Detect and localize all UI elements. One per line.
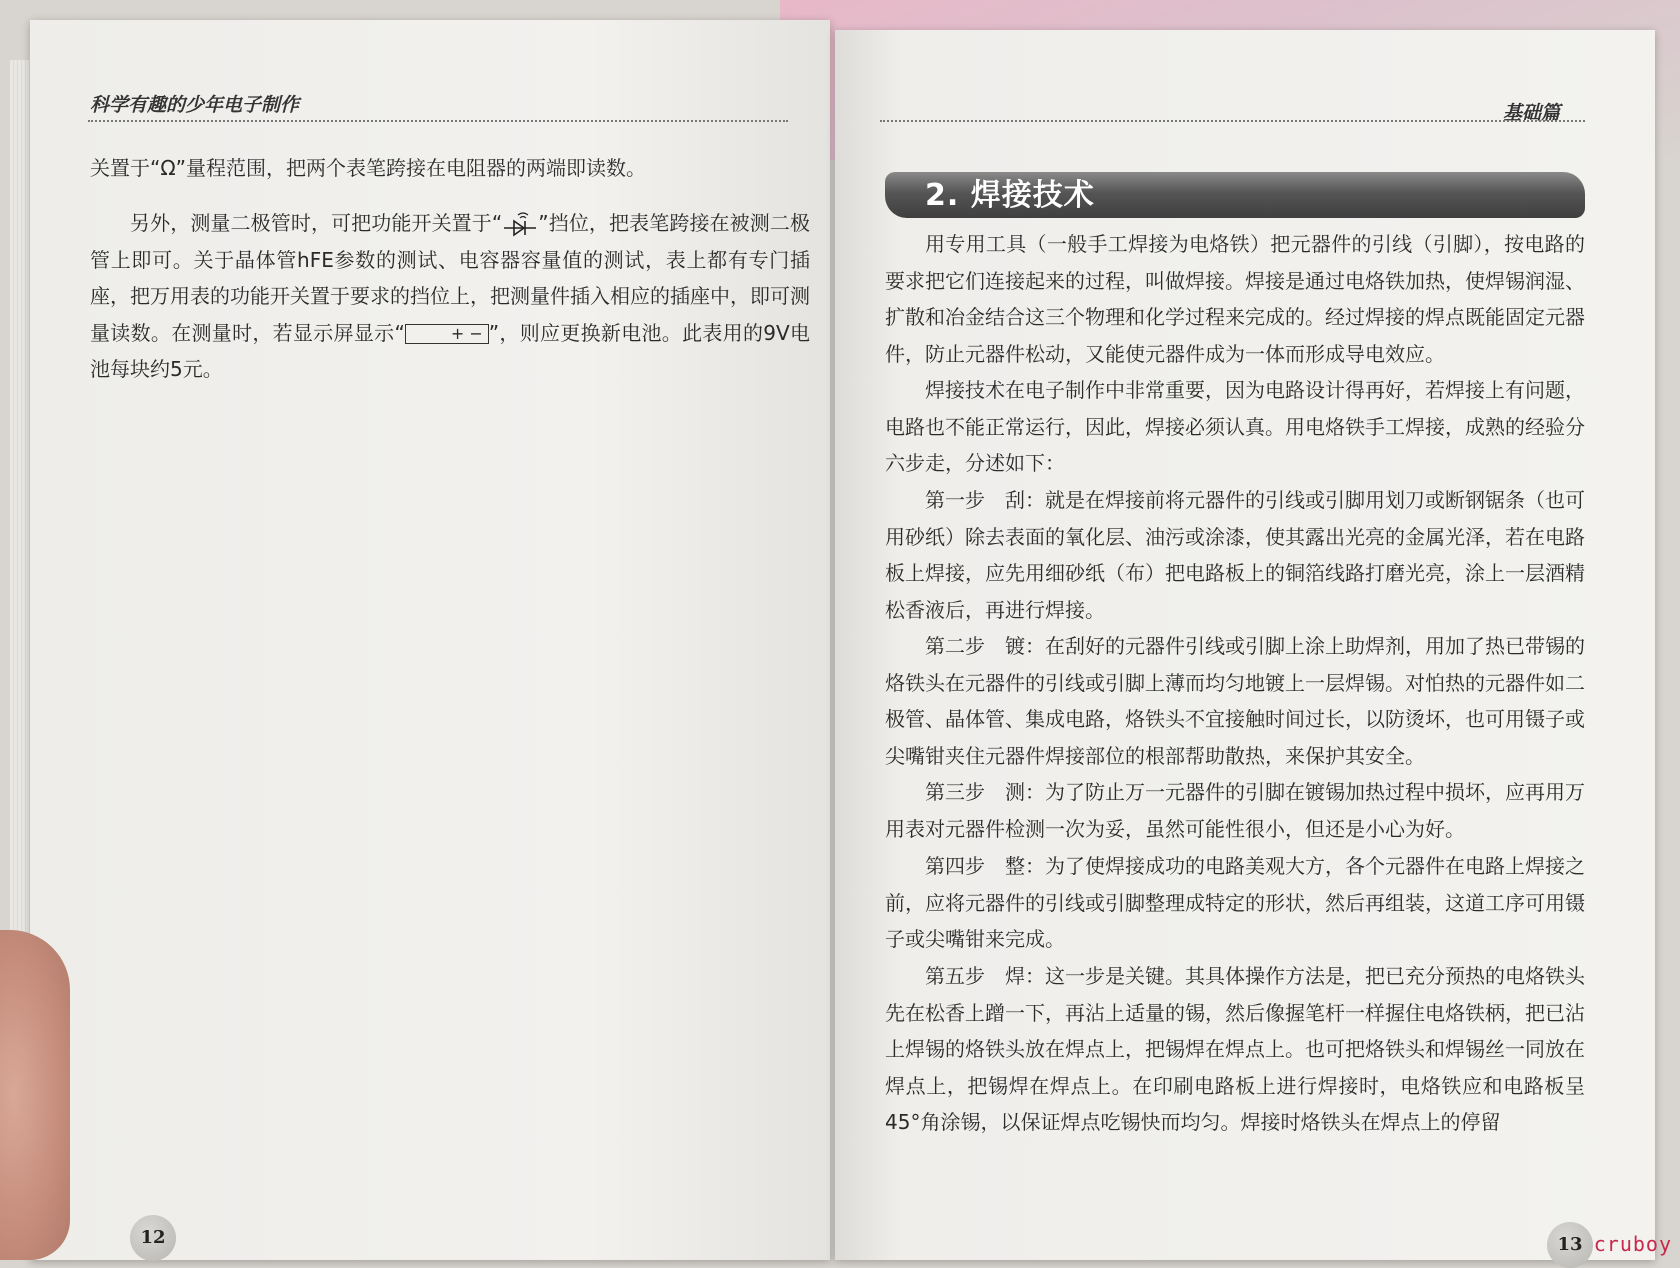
right-header-rule bbox=[880, 120, 1585, 122]
watermark: cruboy bbox=[1593, 1232, 1672, 1256]
right-paragraph-1: 用专用工具（一般手工焊接为电烙铁）把元器件的引线（引脚），按电路的要求把它们连接起来的过程，叫做焊接。焊接是通过电烙铁加热，使焊锡润湿、扩散和冶金结合这三个物理和化学过程来完成的。经过焊接的焊点既能固定元器件，防止元器件松动，又能使元器件成为一体而形成导电效应。 bbox=[885, 232, 1585, 366]
left-running-head: 科学有趣的少年电子制作 bbox=[90, 94, 300, 116]
right-paragraph-4: 第二步 镀：在刮好的元器件引线或引脚上涂上助焊剂，用加了热已带锡的烙铁头在元器件的引线或引脚上薄而均匀地镀上一层焊锡。对怕热的元器件如二极管、晶体管、集成电路，烙铁头不宜接触时间过长，以防烫坏，也可用镊子或尖嘴钳夹住元器件焊接部位的根部帮助散热，来保护其安全。 bbox=[885, 634, 1585, 768]
left-paragraph-2-part-b: ”挡位，把表笔跨接在被测二极管上即可。关于晶体管hFE参数的测试、电容器容量值的测试，表上都有专门插座，把万用表的功能开关置于要求的挡位上，把测量件插入相应的插座中，即可测量读数。在测量时，若显示屏显示“ bbox=[90, 211, 810, 345]
left-header-rule bbox=[88, 120, 788, 122]
low-battery-icon: + − bbox=[405, 324, 489, 344]
section-title: 2. 焊接技术 bbox=[925, 178, 1095, 213]
right-paragraph-2: 焊接技术在电子制作中非常重要，因为电路设计得再好，若焊接上有问题，电路也不能正常运行，因此，焊接必须认真。用电烙铁手工焊接，成熟的经验分六步走，分述如下： bbox=[885, 378, 1585, 475]
thumb bbox=[0, 930, 70, 1260]
left-paragraph-2 bbox=[90, 205, 810, 388]
left-page bbox=[30, 20, 830, 1260]
right-paragraph-7: 第五步 焊：这一步是关键。其具体操作方法是，把已充分预热的电烙铁头先在松香上蹭一下，再沾上适量的锡，然后像握笔杆一样握住电烙铁柄，把已沾上焊锡的烙铁头放在焊点上，把锡焊在焊点上。也可把烙铁头和焊锡丝一同放在焊点上，把锡焊在焊点上。在印刷电路板上进行焊接时，电烙铁应和电路板呈45°角涂锡，以保证焊点吃锡快而均匀。焊接时烙铁头在焊点上的停留 bbox=[885, 964, 1585, 1134]
left-paragraph-2-part-a: 另外，测量二极管时，可把功能开关置于“ bbox=[130, 211, 503, 235]
left-paragraph-2-part-c: ”，则应更换新电池。此表用的9V电池每块约5元。 bbox=[90, 320, 810, 381]
right-running-head: 基础篇 bbox=[1502, 102, 1560, 124]
right-page-number: 13 bbox=[1547, 1222, 1593, 1268]
right-paragraph-5: 第三步 测：为了防止万一元器件的引脚在镀锡加热过程中损坏，应再用万用表对元器件检测一次为妥，虽然可能性很小，但还是小心为好。 bbox=[885, 780, 1585, 841]
left-paragraph-1: 关置于“Ω”量程范围，把两个表笔跨接在电阻器的两端即读数。 bbox=[90, 156, 647, 180]
right-paragraph-6: 第四步 整：为了使焊接成功的电路美观大方，各个元器件在电路上焊接之前，应将元器件的引线或引脚整理成特定的形状，然后再组装，这道工序可用镊子或尖嘴钳来完成。 bbox=[885, 854, 1585, 951]
diode-buzzer-icon bbox=[502, 212, 538, 238]
left-page-number: 12 bbox=[130, 1215, 176, 1261]
right-paragraph-3: 第一步 刮：就是在焊接前将元器件的引线或引脚用划刀或断钢锯条（也可用砂纸）除去表面的氧化层、油污或涂漆，使其露出光亮的金属光泽，若在电路板上焊接，应先用细砂纸（布）把电路板上的铜箔线路打磨光亮，涂上一层酒精松香液后，再进行焊接。 bbox=[885, 488, 1585, 622]
right-page bbox=[835, 30, 1655, 1260]
